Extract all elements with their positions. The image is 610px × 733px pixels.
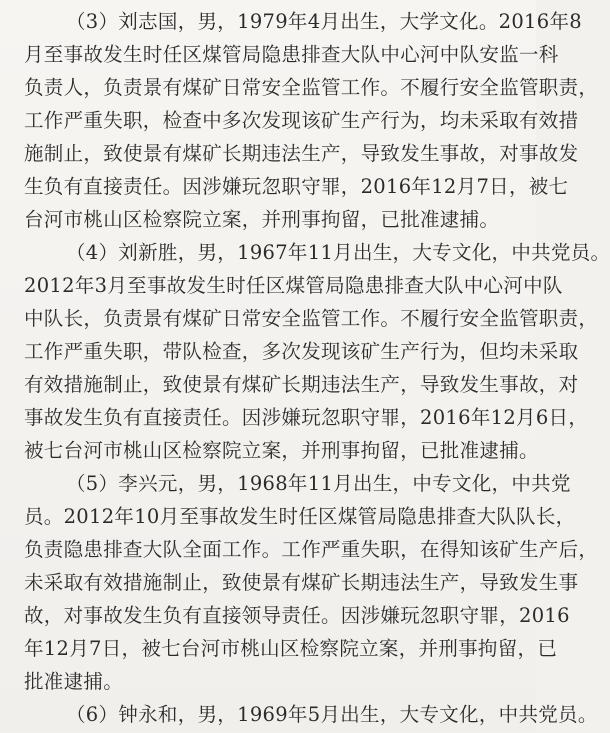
- text-line: （4）刘新胜，男，1967年11月出生，大专文化，中共党员。: [66, 241, 610, 264]
- text-line: 员。2012年10月至事故发生时任区煤管局隐患排查大队队长，: [24, 505, 576, 528]
- text-line: 施制止，致使景有煤矿长期违法生产，导致发生事故，对事故发: [24, 142, 579, 165]
- text-line: 台河市桃山区检察院立案，并刑事拘留，已批准逮捕。: [24, 208, 500, 231]
- text-line: 月至事故发生时任区煤管局隐患排查大队中心河中队安监一科: [24, 43, 559, 66]
- text-line: 被七台河市桃山区检察院立案，并刑事拘留，已批准逮捕。: [24, 439, 539, 462]
- text-line: （5）李兴元，男，1968年11月出生，中专文化，中共党: [66, 472, 571, 495]
- text-line: 事故发生负有直接责任。因涉嫌玩忽职守罪，2016年12月6日，: [24, 406, 589, 429]
- text-line: 2012年3月至事故发生时任区煤管局隐患排查大队中心河中队: [24, 274, 563, 297]
- text-line: （6）钟永和，男，1969年5月出生，大专文化，中共党员。: [66, 703, 598, 726]
- text-line: 生负有直接责任。因涉嫌玩忽职守罪，2016年12月7日，被七: [24, 175, 569, 198]
- text-line: 有效措施制止，致使景有煤矿长期违法生产，导致发生事故，对: [24, 373, 579, 396]
- text-line: 未采取有效措施制止，致使景有煤矿长期违法生产，导致发生事: [24, 571, 579, 594]
- text-line: 中队长，负责景有煤矿日常安全监管工作。不履行安全监管职责，: [24, 307, 599, 330]
- text-line: 批准逮捕。: [24, 670, 124, 693]
- text-line: 工作严重失职，检查中多次发现该矿生产行为，均未采取有效措: [24, 109, 579, 132]
- text-line: 故，对事故发生负有直接领导责任。因涉嫌玩忽职守罪，2016: [24, 604, 570, 627]
- text-line: （3）刘志国，男，1979年4月出生，大学文化。2016年8: [66, 10, 582, 33]
- text-line: 负责人，负责景有煤矿日常安全监管工作。不履行安全监管职责，: [24, 76, 599, 99]
- text-line: 工作严重失职，带队检查，多次发现该矿生产行为，但均未采取: [24, 340, 579, 363]
- text-line: 负责隐患排查大队全面工作。工作严重失职，在得知该矿生产后，: [24, 538, 599, 561]
- text-line: 年12月7日，被七台河市桃山区检察院立案，并刑事拘留，已: [24, 637, 558, 660]
